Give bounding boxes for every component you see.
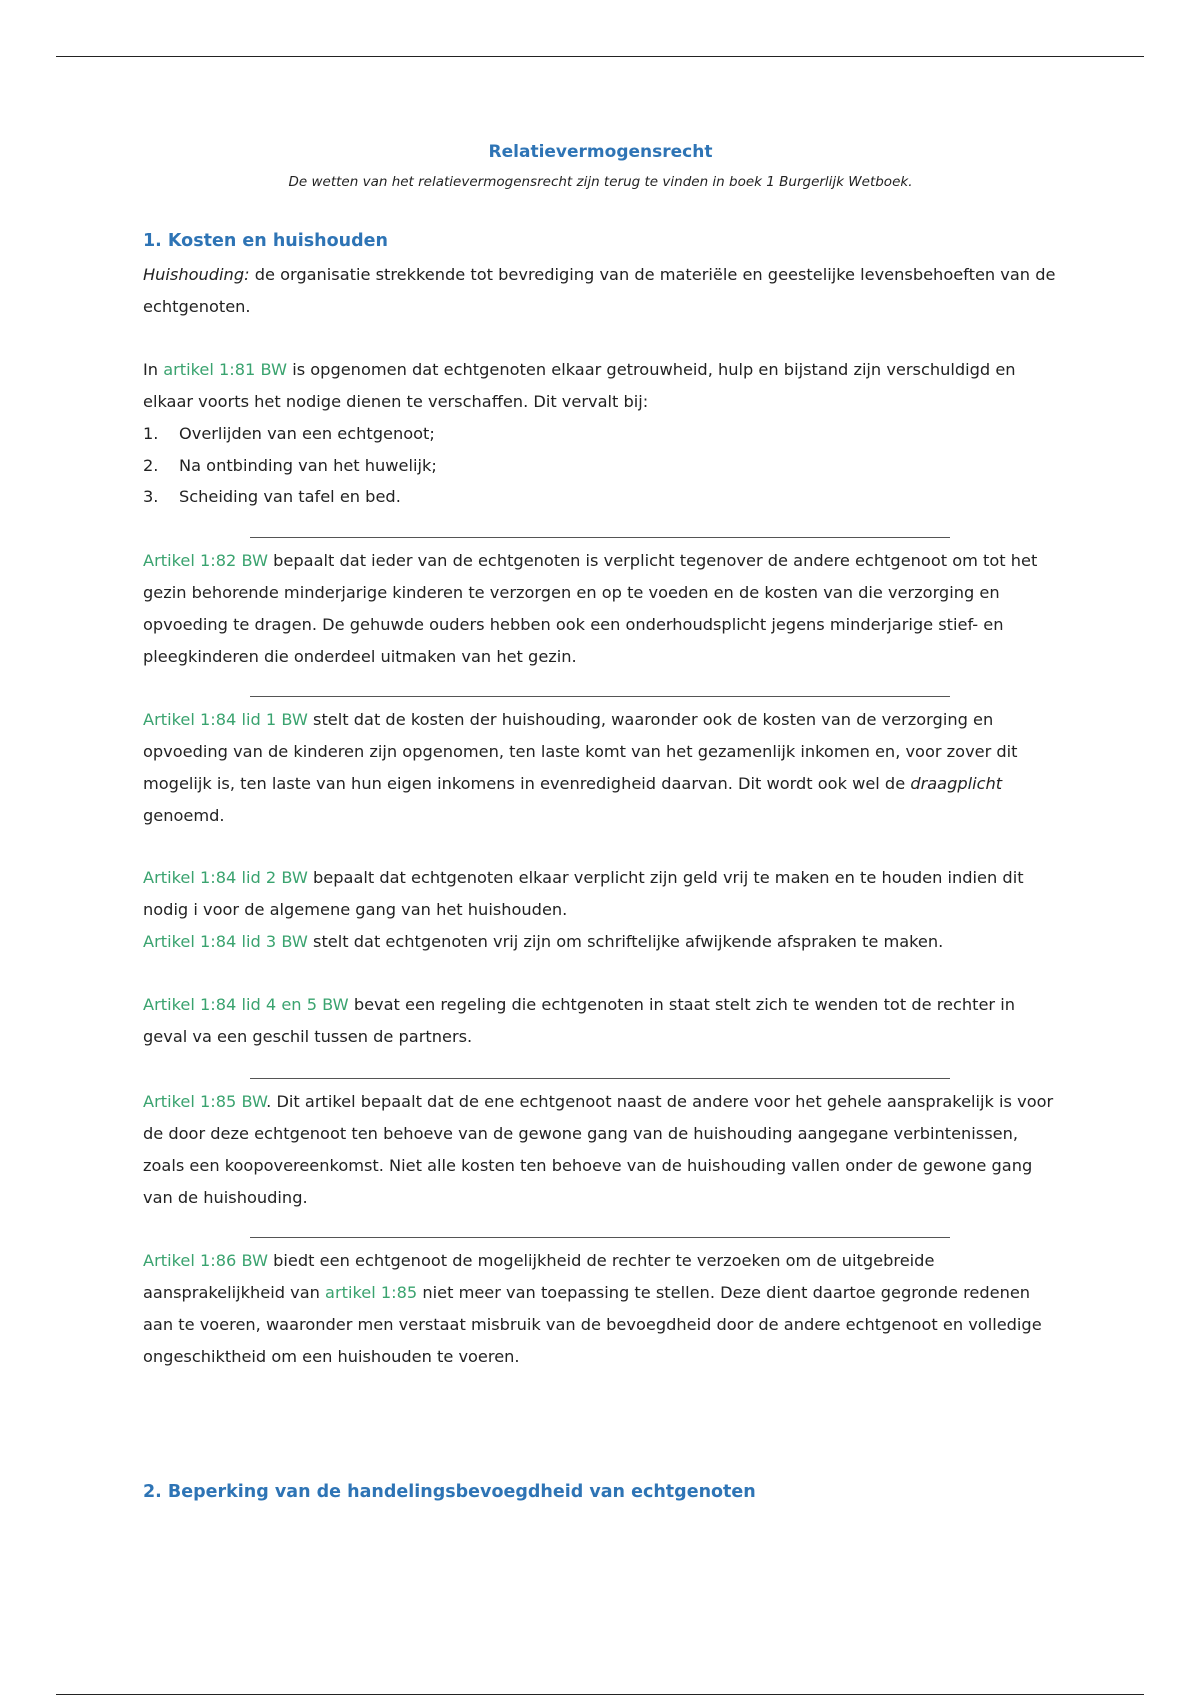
paragraph-text: biedt een echtgenoot de mogelijkheid de rechter te verzoeken om de uitgebreide aansprakelijkheid van: [143, 1251, 935, 1302]
paragraph-text: bevat een regeling die echtgenoten in staat stelt zich te wenden tot de rechter in geval va een geschil tussen de partners.: [143, 995, 1015, 1046]
definition-paragraph: [143, 259, 1058, 323]
document-subtitle: De wetten van het relatievermogensrecht zijn terug te vinden in boek 1 Burgerlijk Wetboek.: [288, 174, 913, 190]
paragraph-art-1-82: [143, 545, 1058, 673]
article-reference: Artikel 1:85 BW: [143, 1092, 267, 1111]
paragraph-text: stelt dat de kosten der huishouding, waaronder ook de kosten van de verzorging en opvoeding van de kinderen zijn opgenomen, ten laste komt van het gezamenlijk inkomen en, voor zover dit mogelijk is, ten laste van hun eigen inkomens in evenredigheid daarvan. Dit wordt ook wel de: [143, 710, 1018, 793]
list-item: [143, 450, 437, 482]
section-heading-1: 1. Kosten en huishouden: [143, 231, 388, 251]
paragraph-art-1-85: [143, 1086, 1058, 1214]
separator-line: [250, 1078, 950, 1079]
separator-line: [250, 1237, 950, 1238]
paragraph-art-1-84-lid-3: [143, 926, 1058, 958]
list-item: [143, 418, 437, 450]
separator-line: [250, 537, 950, 538]
paragraph-text-end: genoemd.: [143, 806, 225, 825]
paragraph-text: niet meer van toepassing te stellen. Deze dient daartoe gegronde redenen aan te voeren, waaronder men verstaat misbruik van de bevoegdheid door de andere echtgenoot en volledige ongeschiktheid om een huishouden te voeren.: [143, 1283, 1042, 1366]
paragraph-text: is opgenomen dat echtgenoten elkaar getrouwheid, hulp en bijstand zijn verschuldigd en elkaar voorts het nodige dienen te verschaffen. Dit vervalt bij:: [143, 360, 1016, 411]
list-number: 1.: [143, 424, 159, 443]
definition-text: de organisatie strekkende tot bevrediging van de materiële en geestelijke levensbehoeften van de echtgenoten.: [143, 265, 1056, 316]
termination-list: [143, 418, 437, 513]
page-top-rule: [56, 56, 1144, 57]
definition-term: Huishouding:: [143, 265, 250, 284]
list-text: Na ontbinding van het huwelijk;: [179, 455, 437, 475]
article-reference: Artikel 1:84 lid 2 BW: [143, 868, 308, 887]
paragraph-art-1-86: [143, 1245, 1058, 1373]
list-item: [143, 481, 437, 513]
article-reference: Artikel 1:84 lid 3 BW: [143, 932, 308, 951]
article-reference: artikel 1:85: [325, 1283, 418, 1302]
paragraph-text: . Dit artikel bepaalt dat de ene echtgenoot naast de andere voor het gehele aansprakelijk is voor de door deze echtgenoot ten behoeve van de gewone gang van de huishouding aangegane verbintenissen, zoals een koopovereenkomst. Niet alle kosten ten behoeve van de huishouding vallen onder de gewone gang van de huishouding.: [143, 1092, 1054, 1207]
document-title: Relatievermogensrecht: [488, 142, 713, 162]
separator-line: [250, 696, 950, 697]
article-reference: Artikel 1:86 BW: [143, 1251, 269, 1270]
page-bottom-rule: [56, 1694, 1144, 1695]
list-text: Scheiding van tafel en bed.: [179, 487, 401, 506]
article-reference: Artikel 1:84 lid 1 BW: [143, 710, 308, 729]
paragraph-prefix: In: [143, 360, 164, 379]
paragraph-art-1-84-lid-1: [143, 704, 1058, 832]
list-number: 3.: [143, 487, 159, 506]
list-text: Overlijden van een echtgenoot;: [179, 424, 435, 443]
list-number: 2.: [143, 455, 159, 475]
paragraph-text: bepaalt dat echtgenoten elkaar verplicht zijn geld vrij te maken en te houden indien dit nodig i voor de algemene gang van het huishouden.: [143, 868, 1024, 919]
emphasized-term: draagplicht: [910, 774, 1003, 793]
article-reference: Artikel 1:84 lid 4 en 5 BW: [143, 995, 349, 1014]
paragraph-art-1-81: [143, 354, 1058, 418]
section-heading-2: 2. Beperking van de handelingsbevoegdheid van echtgenoten: [143, 1482, 756, 1502]
paragraph-art-1-84-lid-2: [143, 862, 1058, 926]
article-reference: artikel 1:81 BW: [163, 360, 288, 379]
paragraph-text: bepaalt dat ieder van de echtgenoten is verplicht tegenover de andere echtgenoot om tot het gezin behorende minderjarige kinderen te verzorgen en op te voeden en de kosten van die verzorging en opvoeding te dragen. De gehuwde ouders hebben ook een onderhoudsplicht jegens minderjarige stief- en pleegkinderen die onderdeel uitmaken van het gezin.: [143, 551, 1038, 666]
paragraph-art-1-84-lid-4-5: [143, 989, 1058, 1053]
article-reference: Artikel 1:82 BW: [143, 551, 269, 570]
paragraph-text: stelt dat echtgenoten vrij zijn om schriftelijke afwijkende afspraken te maken.: [307, 932, 944, 951]
